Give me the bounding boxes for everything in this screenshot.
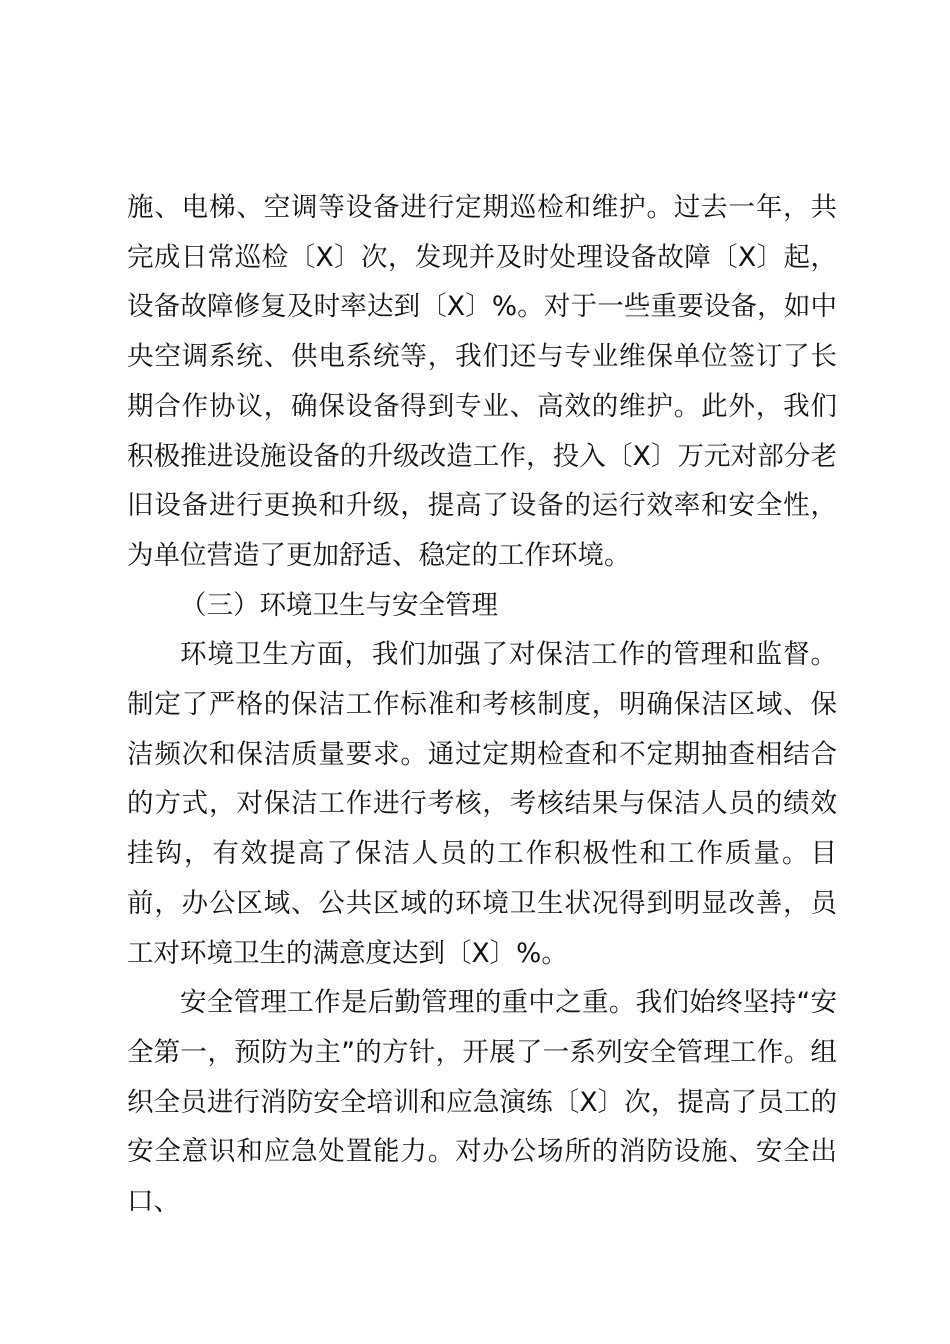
section-heading-environment-safety: （三）环境卫生与安全管理 [180,589,498,621]
paragraph-safety-management: 安全管理工作是后勤管理的重中之重。我们始终坚持“安全第一，预防为主”的方针，开展了一系列安全管理工作。组织全员进行消防安全培训和应急演练〔X〕次，提高了员工的安全意识和应急处置能力。对办公场所的消防设施、安全出口、 [127,987,837,1218]
paragraph-equipment-maintenance: 施、电梯、空调等设备进行定期巡检和维护。过去一年，共完成日常巡检〔X〕次，发现并及时处理设备故障〔X〕起，设备故障修复及时率达到〔X〕%。对于一些重要设备，如中央空调系统、供电系统等，我们还与专业维保单位签订了长期合作协议，确保设备得到专业、高效的维护。此外，我们积极推进设施设备的升级改造工作，投入〔X〕万元对部分老旧设备进行更换和升级，提高了设备的运行效率和安全性，为单位营造了更加舒适、稳定的工作环境。 [127,192,837,571]
paragraph-environment-hygiene: 环境卫生方面，我们加强了对保洁工作的管理和监督。制定了严格的保洁工作标准和考核制度，明确保洁区域、保洁频次和保洁质量要求。通过定期检查和不定期抽查相结合的方式，对保洁工作进行考核，考核结果与保洁人员的绩效挂钩，有效提高了保洁人员的工作积极性和工作质量。目前，办公区域、公共区域的环境卫生状况得到明显改善，员工对环境卫生的满意度达到〔X〕%。 [127,639,837,969]
document-body [127,183,837,1227]
